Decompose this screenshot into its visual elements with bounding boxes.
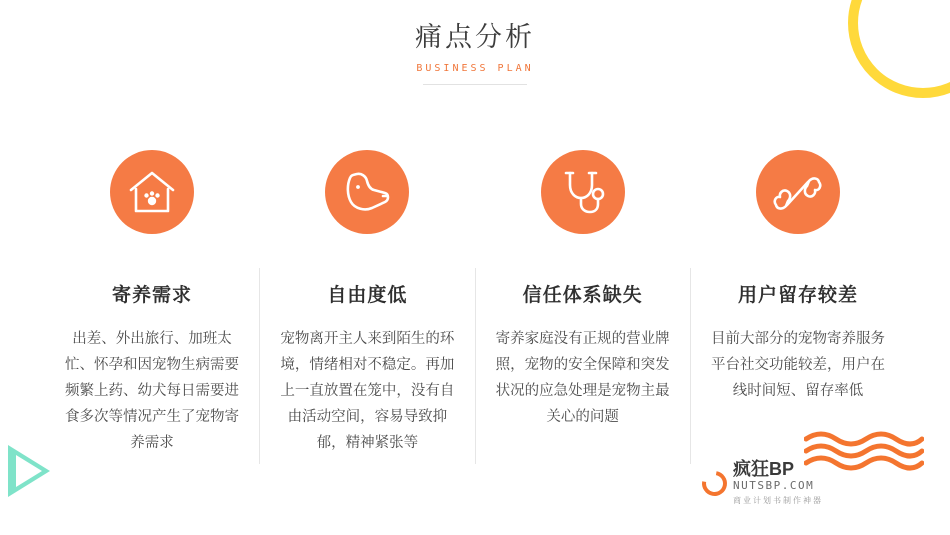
bone-icon [756, 150, 840, 234]
stethoscope-icon [541, 150, 625, 234]
logo-row [702, 459, 930, 507]
pain-point-column [267, 150, 467, 456]
pain-point-column [52, 150, 252, 456]
pain-point-columns [52, 150, 898, 456]
pain-point-title: 寄养需求 [111, 285, 192, 306]
logo-text-block [733, 459, 823, 507]
dog-head-icon [325, 150, 409, 234]
page-subtitle: BUSINESS PLAN [416, 63, 534, 74]
page-title: 痛点分析 [415, 22, 535, 52]
logo-mark-icon [697, 466, 732, 501]
brand-logo [702, 431, 930, 523]
pain-point-text: 宠物离开主人来到陌生的环境，情绪相对不稳定。再加上一直放置在笼中，没有自由活动空间，容易导致抑郁，精神紧张等 [280, 331, 455, 451]
title-divider [423, 84, 527, 85]
pain-point-text: 目前大部分的宠物寄养服务平台社交功能较差，用户在线时间短、留存率低 [710, 331, 885, 399]
pain-point-text: 寄养家庭没有正规的营业牌照，宠物的安全保障和突发状况的应急处理是宠物主最关心的问题 [495, 331, 670, 425]
green-triangle-inner-cutout [16, 455, 42, 487]
pain-point-text: 出差、外出旅行、加班太忙、怀孕和因宠物生病需要频繁上药、幼犬每日需要进食多次等情况产生了宠物寄养需求 [65, 331, 239, 451]
pain-point-title: 用户留存较差 [737, 285, 858, 306]
pain-point-column [698, 150, 898, 456]
pain-point-title: 信任体系缺失 [522, 285, 643, 306]
pain-point-title: 自由度低 [327, 285, 408, 306]
logo-tagline: 商业计划书制作神器 [733, 496, 823, 505]
slide-header [0, 18, 950, 85]
logo-domain: NUTSBP.COM [733, 479, 815, 492]
pain-point-column [483, 150, 683, 456]
house-paw-icon [110, 150, 194, 234]
logo-name: 疯狂BP [733, 459, 795, 479]
